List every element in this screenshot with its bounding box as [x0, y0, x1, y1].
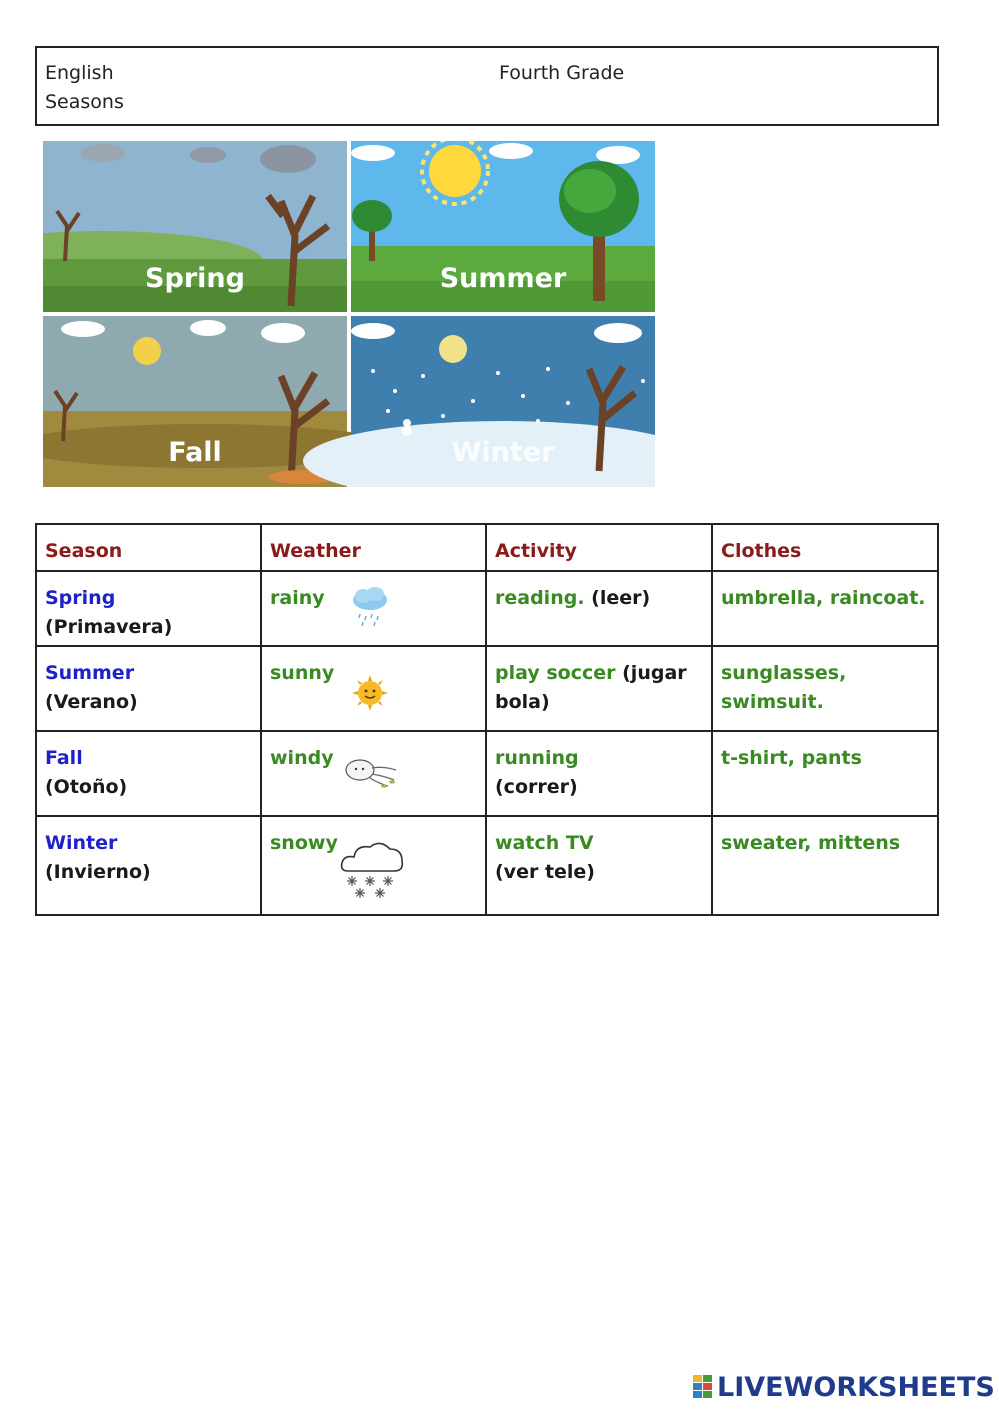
- season-cell: [36, 646, 261, 731]
- summer-panel-label: Summer: [439, 263, 567, 294]
- season-cell: [36, 816, 261, 915]
- clothes-words: umbrella, raincoat.: [721, 587, 926, 609]
- weather-cell: [261, 646, 486, 731]
- wind-icon: [344, 756, 400, 790]
- activity-word: watch TV: [495, 832, 594, 854]
- brand-name: LIVEWORKSHEETS: [717, 1372, 995, 1403]
- column-header-activity: Activity: [486, 524, 712, 571]
- season-name: Fall: [45, 747, 83, 769]
- seasons-table: [35, 523, 939, 916]
- activity-cell: [486, 646, 712, 731]
- rain-cloud-icon: [350, 586, 390, 628]
- activity-cell: [486, 731, 712, 816]
- clothes-words: sweater, mittens: [721, 832, 901, 854]
- activity-translation: (leer): [591, 587, 651, 609]
- winter-panel-label: Winter: [451, 437, 555, 468]
- column-header-weather: Weather: [261, 524, 486, 571]
- season-cell: [36, 731, 261, 816]
- table-row: [36, 646, 938, 731]
- activity-translation: (ver tele): [495, 861, 595, 883]
- season-name: Spring: [45, 587, 116, 609]
- weather-word: windy: [270, 747, 334, 769]
- activity-word: reading.: [495, 587, 585, 609]
- table-header-row: [36, 524, 938, 571]
- season-name: Winter: [45, 832, 118, 854]
- activity-word: play soccer: [495, 662, 616, 684]
- winter-panel: [303, 316, 655, 487]
- sun-icon: [352, 675, 388, 711]
- season-translation: (Verano): [45, 691, 138, 713]
- logo-blocks-icon: [693, 1375, 713, 1399]
- worksheet-header: [35, 46, 939, 126]
- weather-cell: [261, 731, 486, 816]
- activity-word: running: [495, 747, 579, 769]
- grade-label: Fourth Grade: [499, 62, 625, 84]
- clothes-cell: [712, 731, 938, 816]
- weather-word: snowy: [270, 832, 338, 854]
- snow-cloud-icon: [338, 837, 406, 899]
- clothes-cell: [712, 816, 938, 915]
- table-row: [36, 731, 938, 816]
- summer-panel: [351, 141, 655, 312]
- season-translation: (Primavera): [45, 616, 173, 638]
- weather-cell: [261, 816, 486, 915]
- season-translation: (Otoño): [45, 776, 128, 798]
- spring-panel-label: Spring: [145, 263, 245, 294]
- column-header-clothes: Clothes: [712, 524, 938, 571]
- weather-cell: [261, 571, 486, 646]
- clothes-words: sunglasses, swimsuit.: [721, 662, 847, 713]
- activity-translation: (jugar bola): [495, 662, 687, 713]
- clothes-words: t-shirt, pants: [721, 747, 862, 769]
- activity-cell: [486, 816, 712, 915]
- season-cell: [36, 571, 261, 646]
- weather-word: sunny: [270, 662, 335, 684]
- table-row: [36, 816, 938, 915]
- clothes-cell: [712, 646, 938, 731]
- activity-translation: (correr): [495, 776, 578, 798]
- topic-label: Seasons: [45, 91, 124, 113]
- season-name: Summer: [45, 662, 135, 684]
- fall-panel-label: Fall: [168, 437, 222, 468]
- table-row: [36, 571, 938, 646]
- subject-label: English: [45, 62, 114, 84]
- column-header-season: Season: [36, 524, 261, 571]
- season-translation: (Invierno): [45, 861, 151, 883]
- four-seasons-illustration: [43, 141, 655, 487]
- spring-panel: [43, 141, 347, 312]
- clothes-cell: [712, 571, 938, 646]
- weather-word: rainy: [270, 587, 325, 609]
- activity-cell: [486, 571, 712, 646]
